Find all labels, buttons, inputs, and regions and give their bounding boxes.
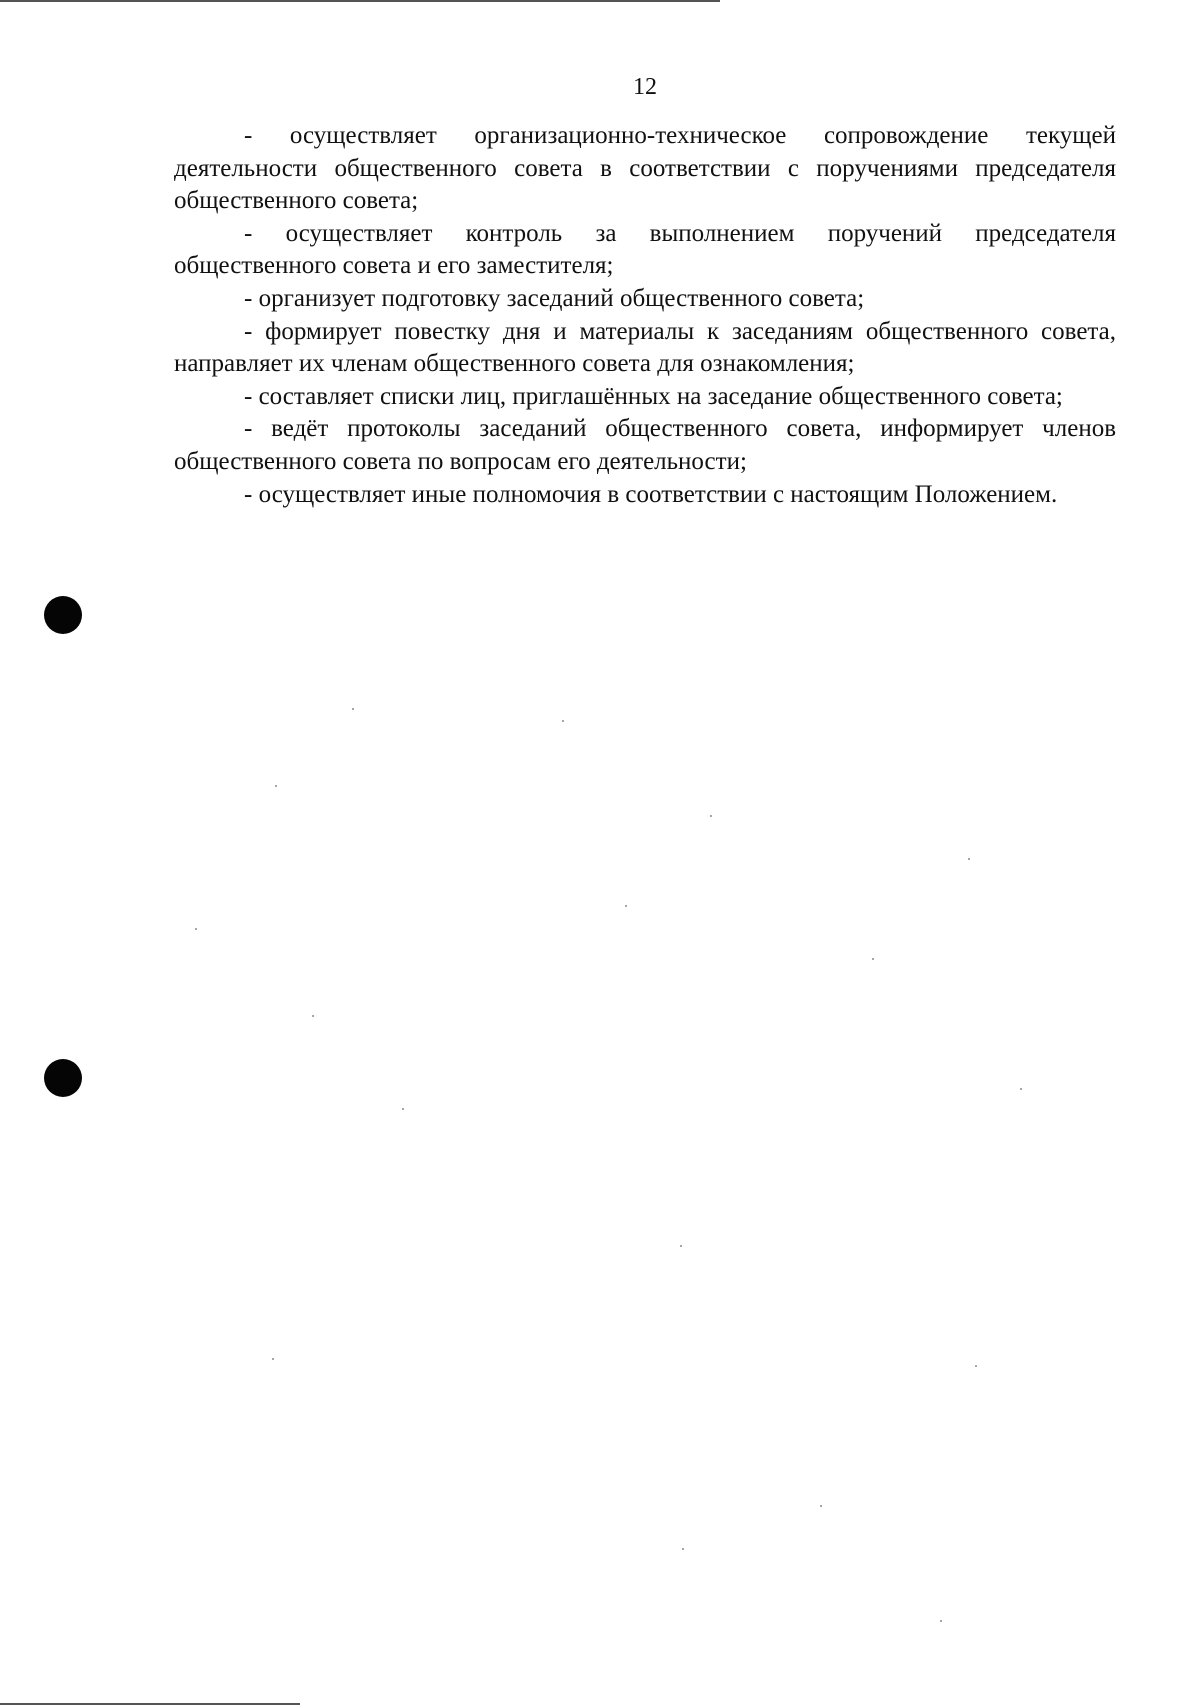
scan-speck (275, 785, 277, 787)
scan-speck (402, 1108, 404, 1110)
paragraph: - ведёт протоколы заседаний общественного совета, информирует членов общественного совета по вопросам его деятельности; (174, 415, 1116, 475)
paragraph: - осуществляет иные полномочия в соответствии с настоящим Положением. (244, 480, 1058, 508)
scan-speck (820, 1505, 822, 1507)
punch-hole (44, 1059, 82, 1097)
scan-speck (968, 858, 970, 860)
scan-speck (352, 708, 354, 710)
paragraph: - осуществляет контроль за выполнением поручений председателя общественного совета и его заместителя; (174, 219, 1116, 280)
scan-speck (562, 720, 564, 722)
scan-speck (272, 1358, 274, 1360)
document-body (174, 120, 1116, 511)
scan-speck (1020, 1088, 1022, 1090)
scan-speck (625, 905, 627, 907)
scan-speck (710, 815, 712, 817)
scan-speck (682, 1548, 684, 1550)
paragraph: - осуществляет организационно-техническое сопровождение текущей деятельности общественного совета в соответствии с поручениями председателя общественного совета; (174, 122, 1116, 215)
page-number: 12 (633, 74, 657, 100)
scan-speck (312, 1015, 314, 1017)
scan-speck (680, 1245, 682, 1247)
paragraph: - составляет списки лиц, приглашённых на заседание общественного совета; (244, 382, 1063, 410)
scan-speck (872, 958, 874, 960)
scan-speck (940, 1620, 942, 1622)
scan-speck (975, 1365, 977, 1367)
paragraph: - формирует повестку дня и материалы к заседаниям общественного совета, направляет их членам общественного совета для ознакомления; (174, 317, 1116, 378)
paragraph: - организует подготовку заседаний общественного совета; (244, 284, 865, 312)
scan-speck (195, 928, 197, 930)
scan-edge-top (0, 0, 720, 2)
punch-hole (44, 596, 82, 634)
